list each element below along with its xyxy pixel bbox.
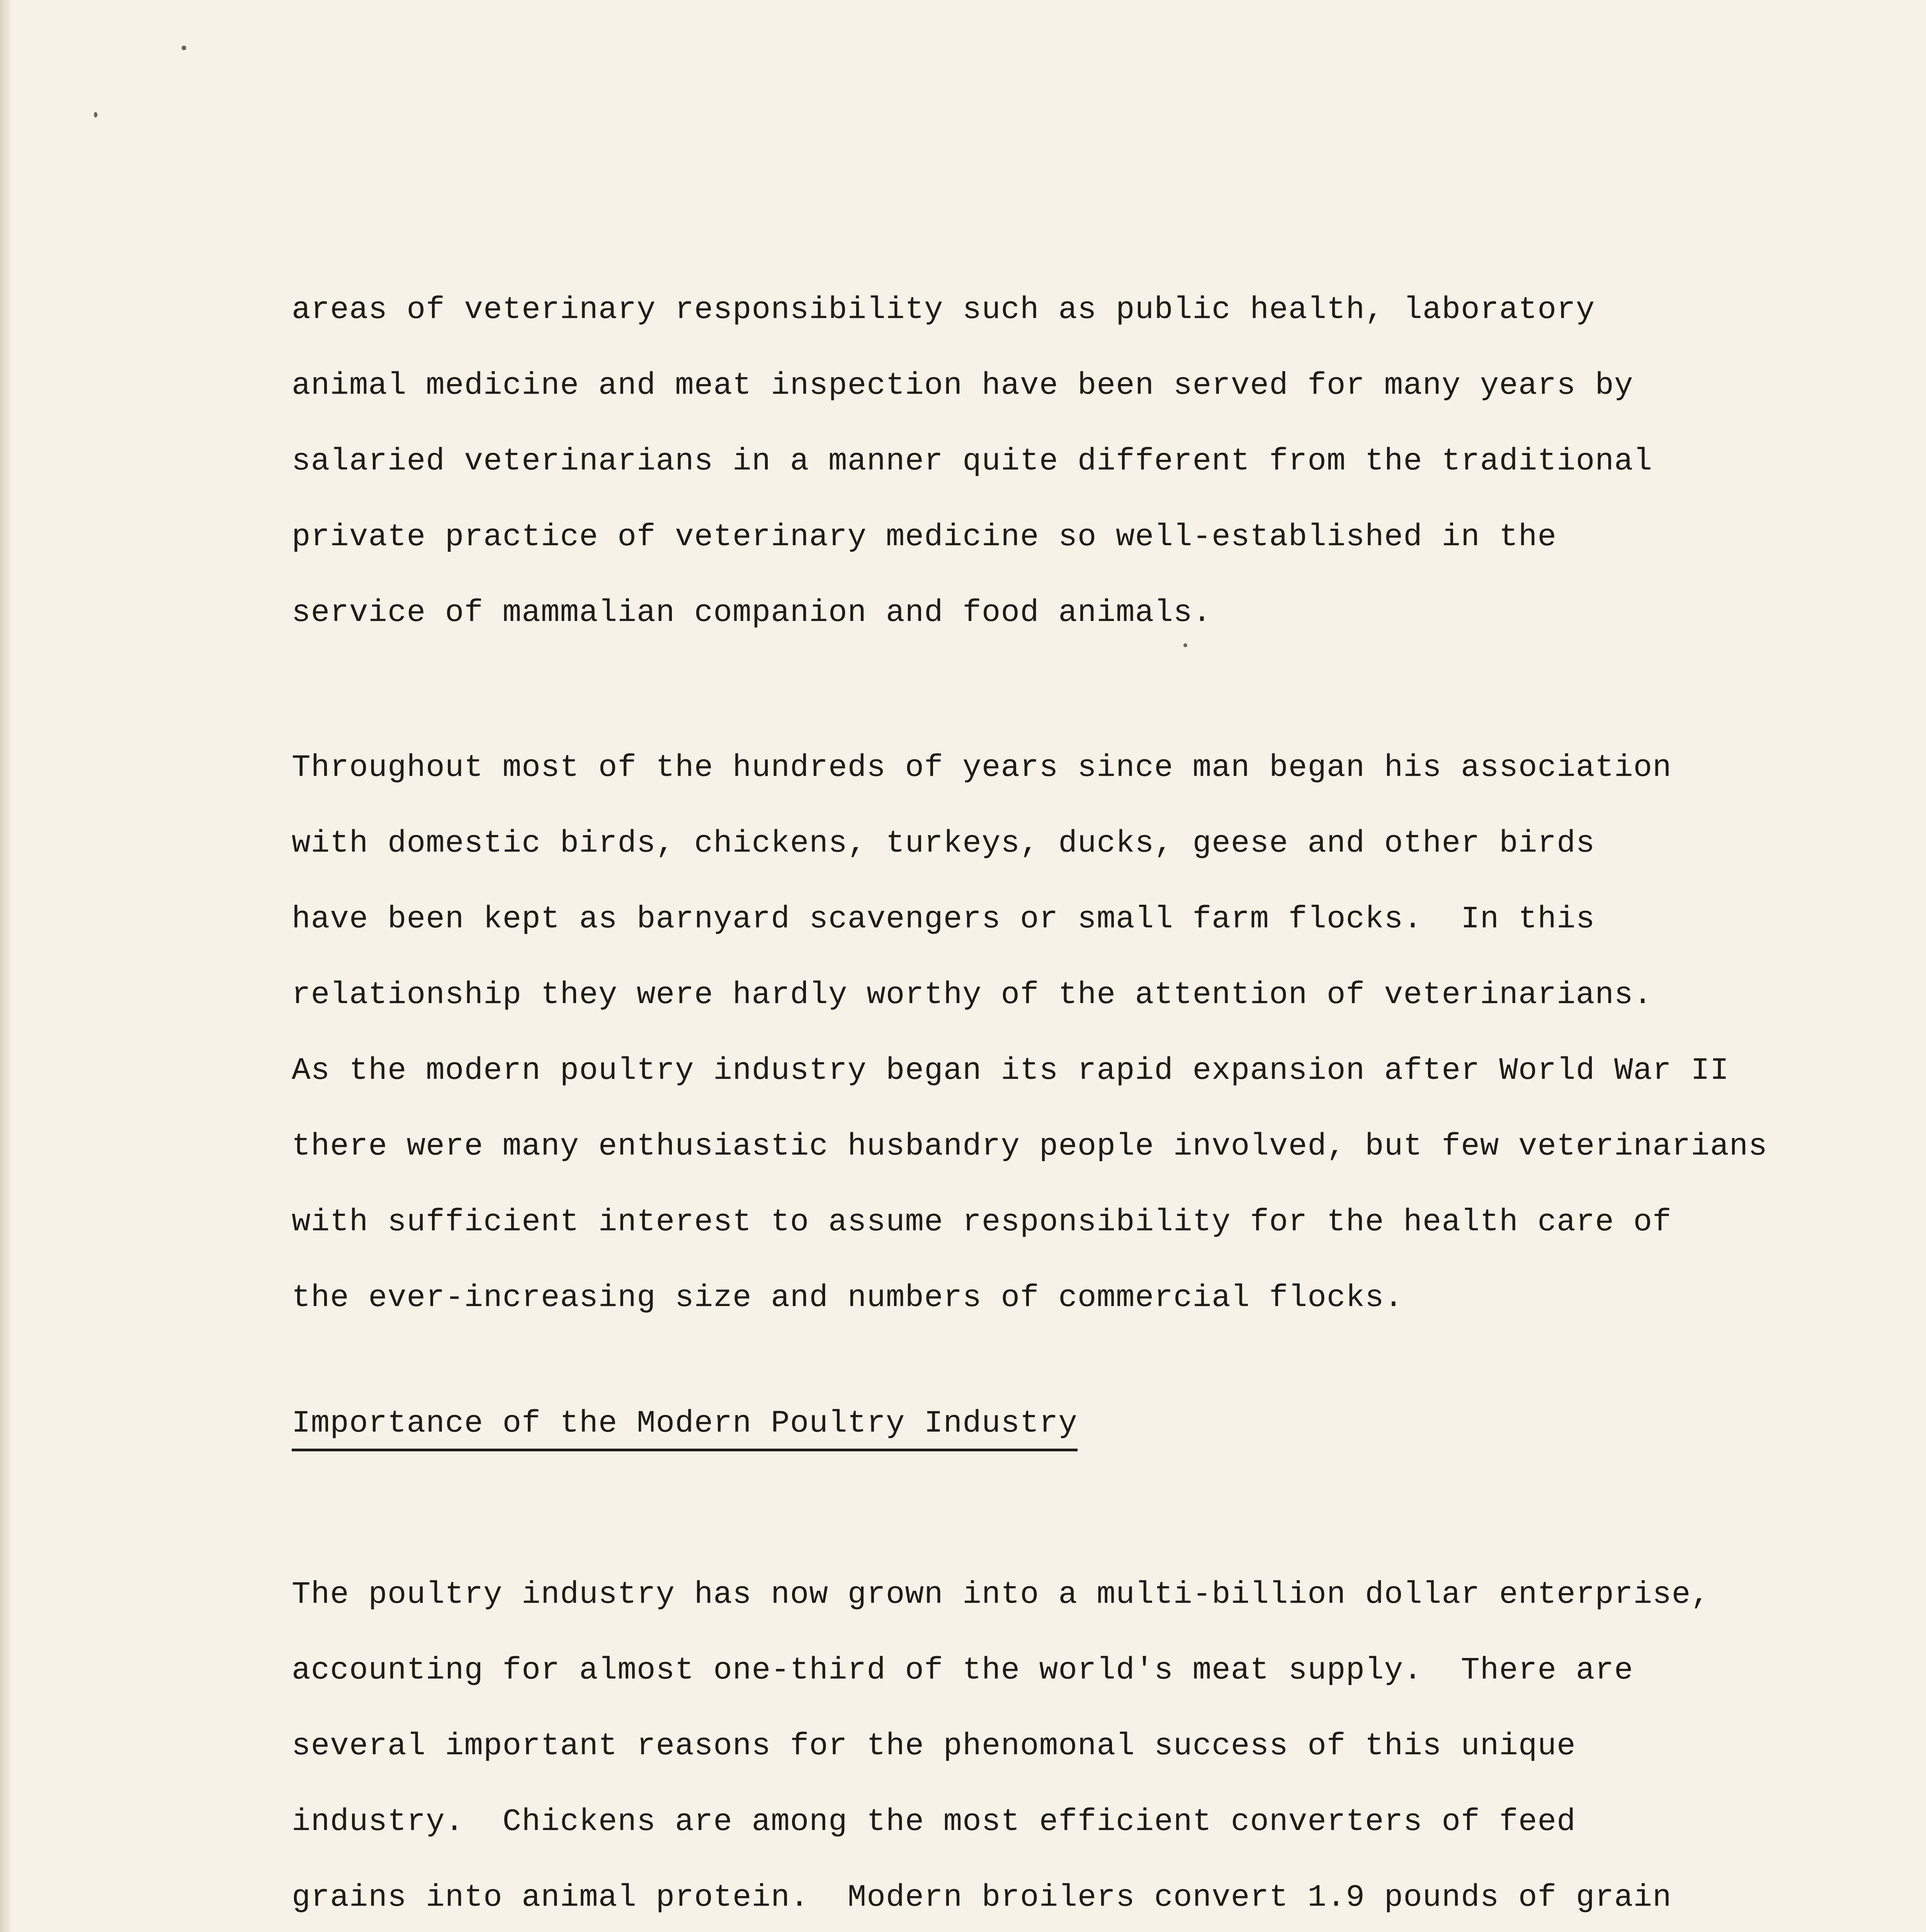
paragraph-line: with sufficient interest to assume responsibility for the health care of: [292, 1205, 1672, 1240]
paragraph-line: several important reasons for the phenomonal success of this unique: [292, 1729, 1576, 1764]
paragraph-line: Throughout most of the hundreds of years since man began his association: [292, 750, 1672, 786]
paragraph-line: relationship they were hardly worthy of the attention of veterinarians.: [292, 978, 1653, 1013]
paragraph-veterinary-responsibility: [292, 272, 1799, 651]
paragraph-line: salaried veterinarians in a manner quite different from the traditional: [292, 444, 1653, 479]
paragraph-line: accounting for almost one-third of the world's meat supply. There are: [292, 1653, 1634, 1688]
paragraph-poultry-industry-importance: [292, 1557, 1799, 1932]
page-edge-shadow: [0, 0, 10, 1932]
paragraph-line: As the modern poultry industry began its rapid expansion after World War II: [292, 1053, 1729, 1088]
section-heading: Importance of the Modern Poultry Industry: [292, 1401, 1078, 1451]
paragraph-line: with domestic birds, chickens, turkeys, ducks, geese and other birds: [292, 826, 1595, 861]
paragraph-line: service of mammalian companion and food animals.: [292, 595, 1212, 631]
paragraph-line: animal medicine and meat inspection have been served for many years by: [292, 368, 1634, 403]
paragraph-line: grains into animal protein. Modern broilers convert 1.9 pounds of grain: [292, 1880, 1672, 1915]
paragraph-line: industry. Chickens are among the most efficient converters of feed: [292, 1804, 1576, 1840]
paragraph-line: The poultry industry has now grown into a multi-billion dollar enterprise,: [292, 1577, 1710, 1612]
paper-speck: [94, 112, 97, 117]
paragraph-line: the ever-increasing size and numbers of commercial flocks.: [292, 1281, 1404, 1316]
paragraph-line: areas of veterinary responsibility such as public health, laboratory: [292, 293, 1595, 328]
section-heading-block: [292, 1401, 1799, 1451]
paragraph-line: there were many enthusiastic husbandry people involved, but few veterinarians: [292, 1129, 1768, 1164]
paragraph-line: private practice of veterinary medicine so well-established in the: [292, 520, 1557, 555]
paragraph-domestic-birds-history: [292, 730, 1799, 1336]
paragraph-line: have been kept as barnyard scavengers or small farm flocks. In this: [292, 902, 1595, 937]
paper-speck: [182, 46, 186, 50]
